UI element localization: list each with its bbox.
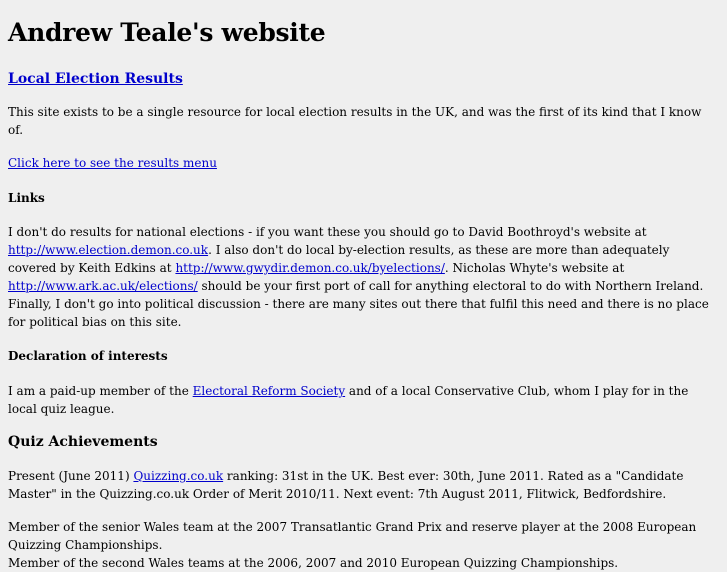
declaration-heading: Declaration of interests	[8, 349, 168, 363]
results-menu-link[interactable]: Click here to see the results menu	[8, 156, 217, 170]
site-description: This site exists to be a single resource for local election results in the UK, and was the first of its kind that I know of.	[8, 105, 702, 137]
site-title: Andrew Teale's website	[8, 18, 326, 47]
quiz-text-1: Present (June 2011)	[8, 469, 134, 483]
declaration-paragraph	[8, 382, 719, 418]
links-paragraph	[8, 223, 719, 331]
links-heading: Links	[8, 191, 45, 205]
declaration-text-1: I am a paid-up member of the	[8, 384, 193, 398]
electoral-reform-society-link[interactable]: Electoral Reform Society	[192, 384, 346, 398]
quizzing-co-uk-link[interactable]: Quizzing.co.uk	[133, 469, 224, 483]
links-text-4: should be your first port of call for anything electoral to do with Northern Ireland. Finally, I don't go into political discussion - there are many sites out there that fulfil this need and there is no place for political bias on this site.	[8, 279, 709, 329]
ark-elections-link[interactable]: http://www.ark.ac.uk/elections/	[8, 279, 198, 293]
declaration-text-2: and of a local Conservative Club, whom I play for in the local quiz league.	[8, 384, 689, 416]
quiz-text-2: ranking: 31st in the UK. Best ever: 30th, June 2011. Rated as a "Candidate Master" in the Quizzing.co.uk Order of Merit 2010/11. Next event: 7th August 2011, Flitwick, Bedfordshire.	[8, 469, 684, 501]
local-election-results-link[interactable]: Local Election Results	[8, 71, 183, 87]
election-demon-link[interactable]: http://www.election.demon.co.uk	[8, 243, 209, 257]
gwydir-byelections-link[interactable]: http://www.gwydir.demon.co.uk/byelections/	[175, 261, 445, 275]
quiz-second-wales-paragraph: Member of the second Wales teams at the 2006, 2007 and 2010 European Quizzing Championships.	[8, 556, 619, 570]
local-election-results-heading	[8, 70, 719, 88]
quiz-achievements-heading: Quiz Achievements	[8, 434, 158, 450]
results-menu-paragraph	[8, 154, 719, 172]
quiz-senior-wales-paragraph: Member of the senior Wales team at the 2007 Transatlantic Grand Prix and reserve player at the 2008 European Quizzing Championships.	[8, 520, 697, 552]
quiz-ranking-paragraph	[8, 467, 719, 503]
links-text-3: . Nicholas Whyte's website at	[444, 261, 625, 275]
links-text-1: I don't do results for national elections - if you want these you should go to David Boothroyd's website at	[8, 225, 647, 239]
links-text-2: . I also don't do local by-election results, as these are more than adequately covered by Keith Edkins at	[8, 243, 670, 275]
